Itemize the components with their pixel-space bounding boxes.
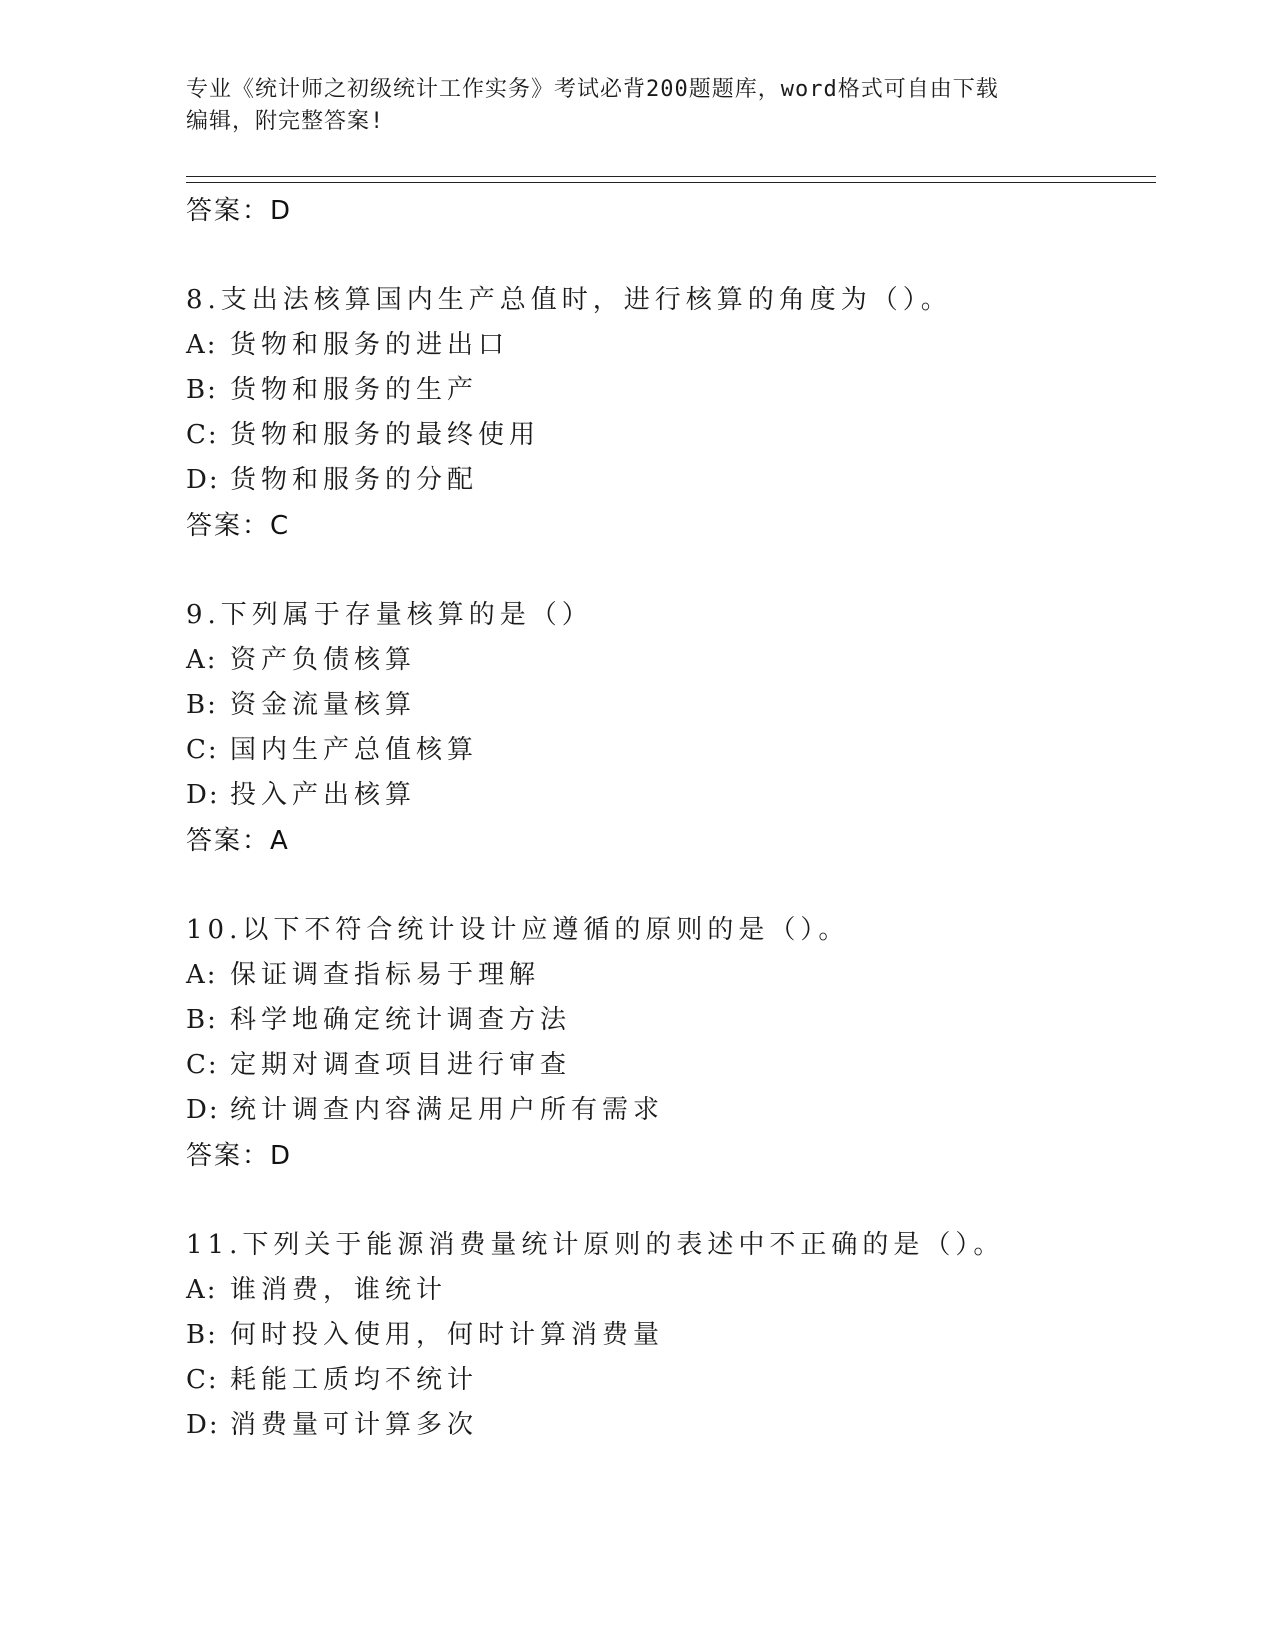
option-b — [186, 683, 1146, 728]
option-a — [186, 638, 1146, 683]
option-text: 资金流量核算 — [230, 690, 417, 720]
option-b — [186, 368, 1146, 413]
option-text: 保证调查指标易于理解 — [230, 960, 541, 990]
option-text: 国内生产总值核算 — [230, 735, 479, 765]
option-text: 谁消费，谁统计 — [230, 1275, 448, 1305]
option-key: A: — [186, 645, 218, 675]
option-key: C: — [186, 1050, 219, 1080]
previous-answer: 答案：D — [186, 196, 293, 226]
option-key: D: — [186, 1410, 220, 1440]
question-9 — [186, 593, 1146, 864]
header-divider-bottom — [186, 182, 1156, 183]
option-a — [186, 323, 1146, 368]
question-10 — [186, 908, 1146, 1179]
option-key: A: — [186, 330, 218, 360]
header-line-2: 编辑，附完整答案! — [186, 109, 385, 134]
option-key: B: — [186, 375, 218, 405]
option-text: 货物和服务的分配 — [230, 465, 479, 495]
option-text: 资产负债核算 — [230, 645, 417, 675]
option-key: B: — [186, 690, 218, 720]
option-key: D: — [186, 1095, 220, 1125]
option-key: B: — [186, 1005, 218, 1035]
question-8 — [186, 278, 1146, 549]
option-c — [186, 413, 1146, 458]
option-text: 耗能工质均不统计 — [230, 1365, 479, 1395]
header-line-1: 专业《统计师之初级统计工作实务》考试必背200题题库，word格式可自由下载 — [186, 77, 999, 102]
question-stem: 8.支出法核算国内生产总值时，进行核算的角度为（）。 — [186, 285, 952, 315]
option-c — [186, 728, 1146, 773]
question-11 — [186, 1223, 1146, 1448]
answer-line: 答案：D — [186, 1141, 293, 1171]
option-text: 科学地确定统计调查方法 — [230, 1005, 572, 1035]
option-text: 货物和服务的最终使用 — [230, 420, 541, 450]
option-c — [186, 1358, 1146, 1403]
option-d — [186, 458, 1146, 503]
document-header — [186, 74, 1086, 138]
question-stem: 10.以下不符合统计设计应遵循的原则的是（）。 — [186, 915, 850, 945]
option-b — [186, 998, 1146, 1043]
option-text: 何时投入使用，何时计算消费量 — [230, 1320, 665, 1350]
option-key: B: — [186, 1320, 218, 1350]
option-text: 货物和服务的生产 — [230, 375, 479, 405]
option-a — [186, 953, 1146, 998]
option-key: C: — [186, 735, 219, 765]
answer-line: 答案：C — [186, 511, 291, 541]
option-key: A: — [186, 960, 218, 990]
option-text: 货物和服务的进出口 — [230, 330, 510, 360]
option-c — [186, 1043, 1146, 1088]
option-key: D: — [186, 780, 220, 810]
option-text: 统计调查内容满足用户所有需求 — [230, 1095, 665, 1125]
header-divider-top — [186, 176, 1156, 177]
option-d — [186, 773, 1146, 818]
question-stem: 9.下列属于存量核算的是（） — [186, 600, 593, 630]
question-list — [186, 188, 1146, 1448]
option-a — [186, 1268, 1146, 1313]
option-text: 投入产出核算 — [230, 780, 417, 810]
option-d — [186, 1088, 1146, 1133]
question-stem: 11.下列关于能源消费量统计原则的表述中不正确的是（）。 — [186, 1230, 1005, 1260]
option-text: 定期对调查项目进行审查 — [230, 1050, 572, 1080]
answer-line: 答案：A — [186, 826, 290, 856]
option-b — [186, 1313, 1146, 1358]
option-key: D: — [186, 465, 220, 495]
option-key: C: — [186, 1365, 219, 1395]
option-d — [186, 1403, 1146, 1448]
option-key: C: — [186, 420, 219, 450]
option-text: 消费量可计算多次 — [230, 1410, 479, 1440]
option-key: A: — [186, 1275, 218, 1305]
